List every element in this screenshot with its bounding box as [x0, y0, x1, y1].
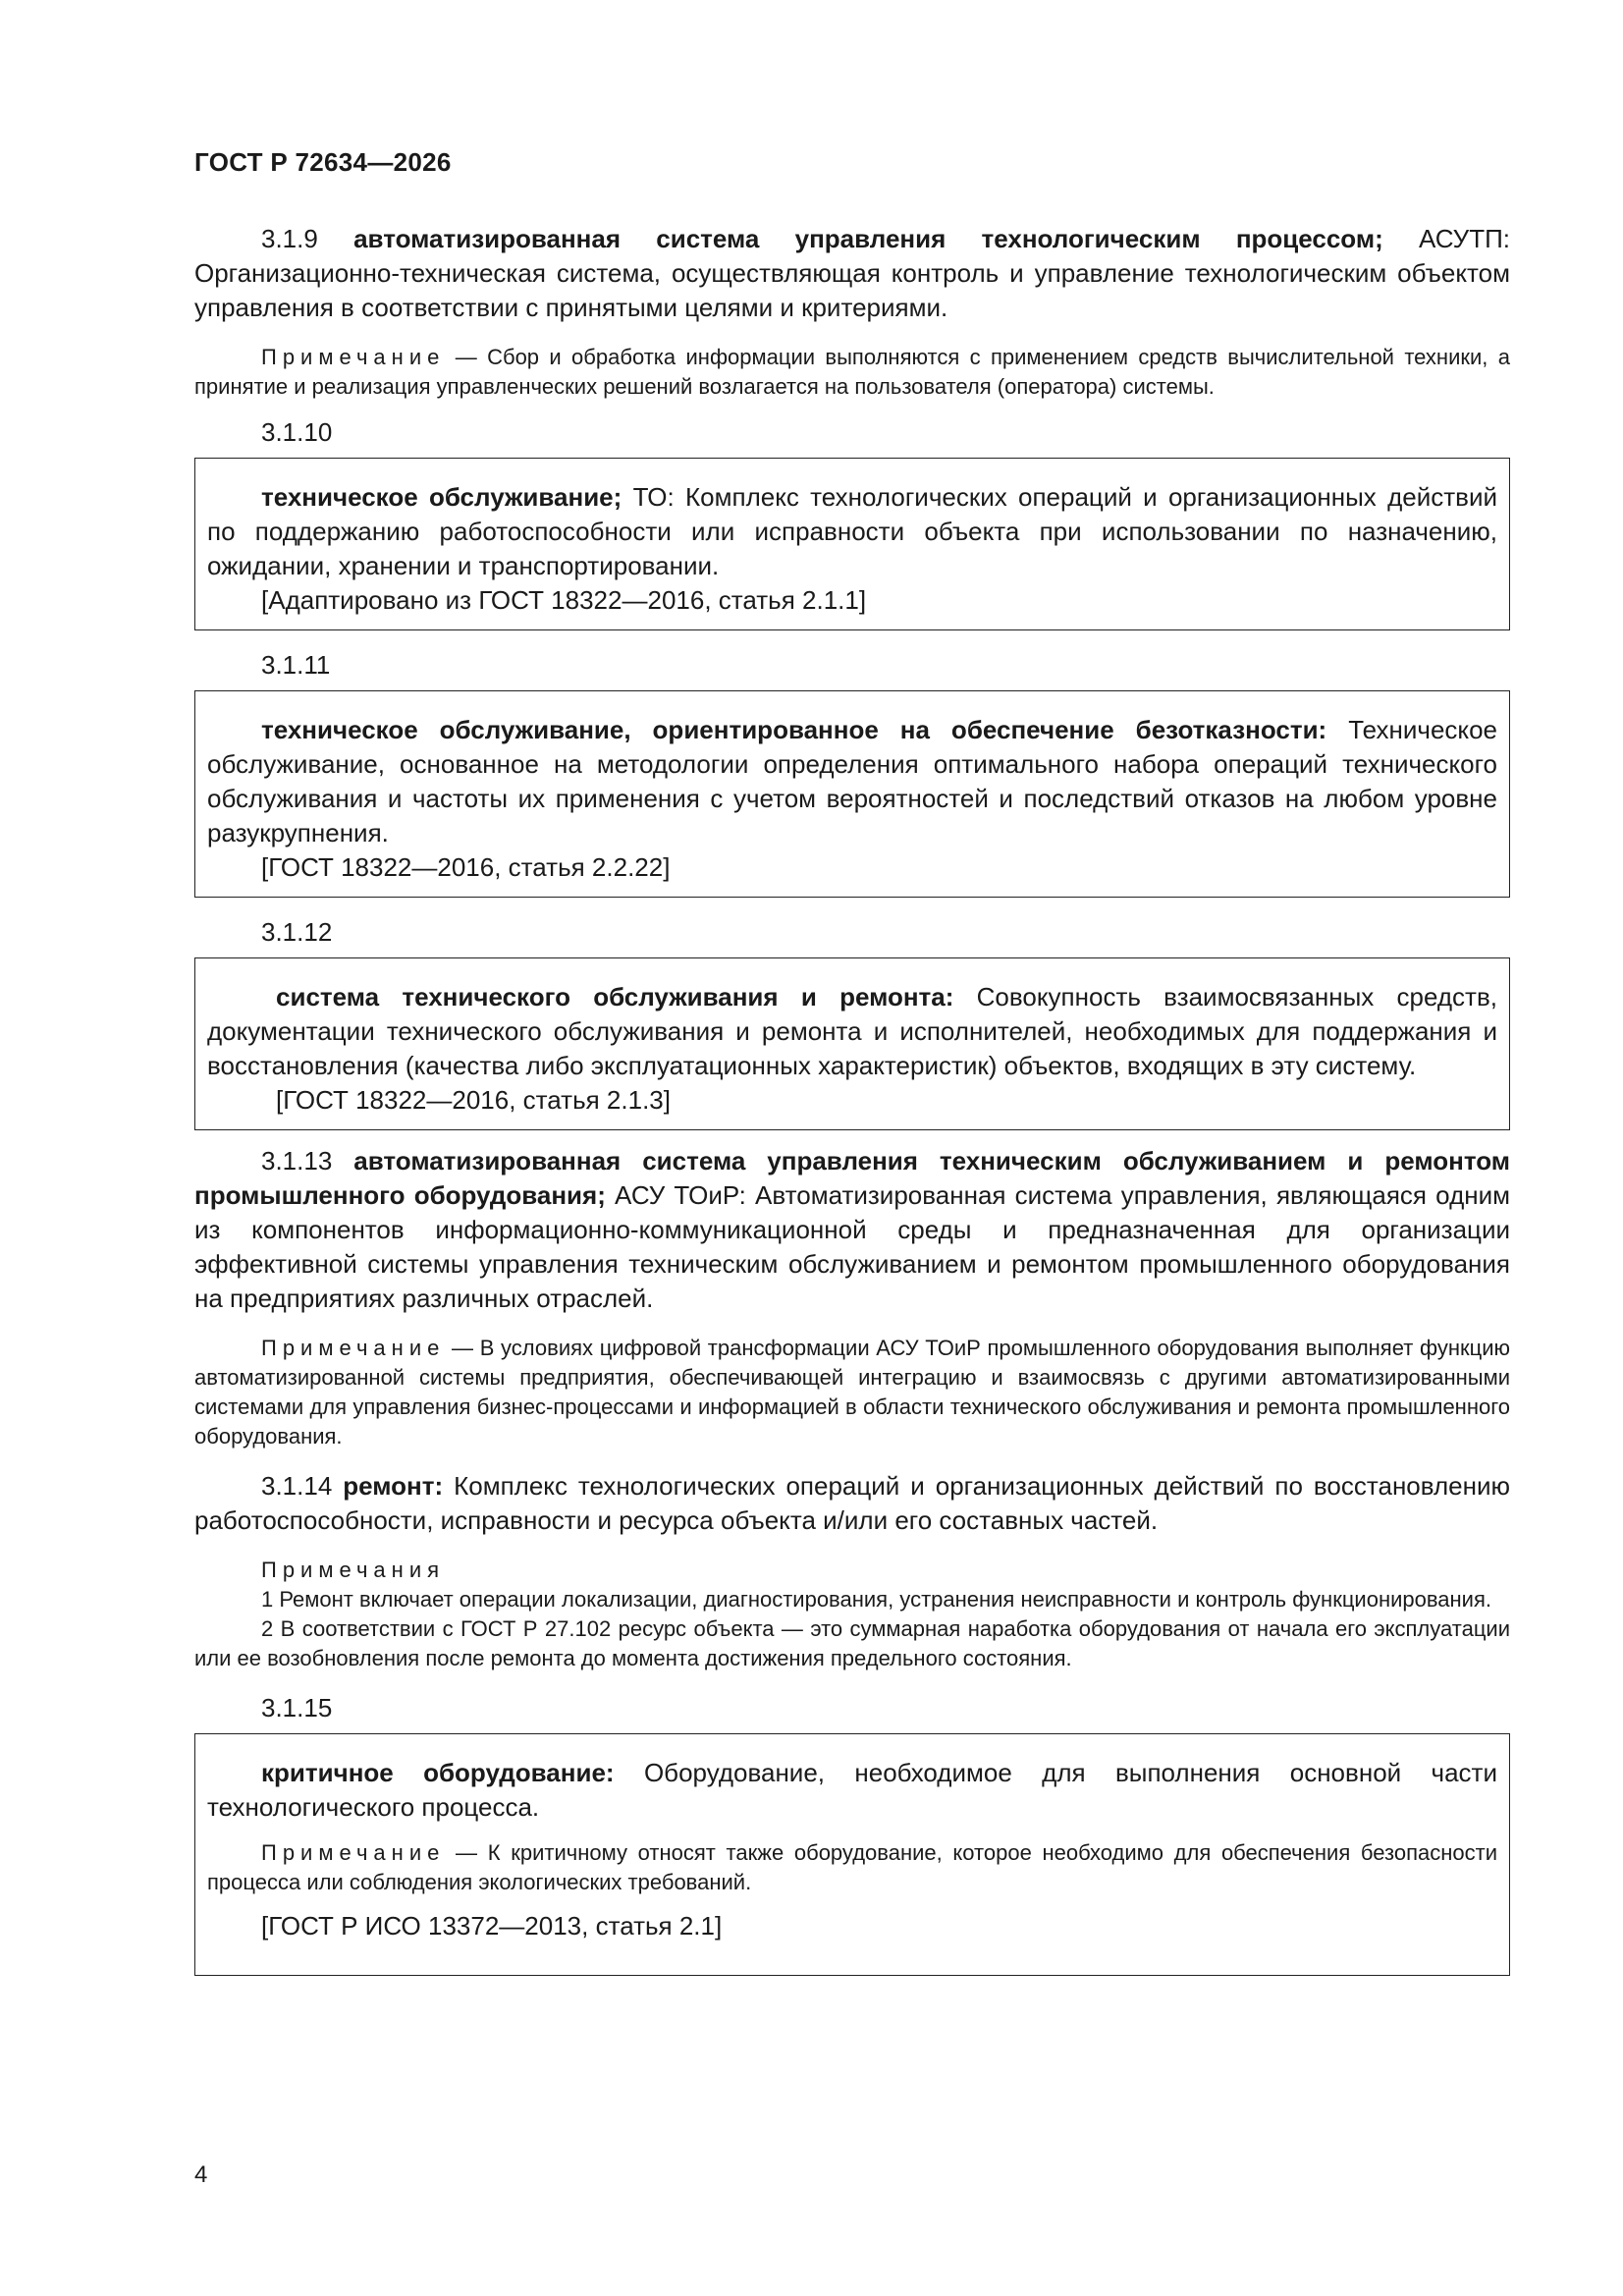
- note-label: Примечание: [261, 1840, 446, 1865]
- term-box-3-1-10: [194, 458, 1510, 630]
- note-text: — К критичному относят также оборудование, которое необходимо для обеспечения безопасности процесса или соблюдения экологических требований.: [207, 1840, 1497, 1894]
- term-number-3-1-12: 3.1.12: [261, 917, 333, 947]
- term-number: 3.1.9: [261, 224, 318, 253]
- notes-label: Примечания: [261, 1558, 446, 1582]
- term-source: [Адаптировано из ГОСТ 18322—2016, статья 2.1.1]: [261, 585, 867, 615]
- term-number: 3.1.14: [261, 1471, 333, 1501]
- note-3-1-9: [194, 343, 1510, 402]
- term-number-3-1-11: 3.1.11: [261, 650, 331, 680]
- note-label: Примечание: [261, 345, 446, 369]
- term-3-1-10: [207, 480, 1497, 583]
- term-box-3-1-12: [194, 957, 1510, 1130]
- term-name: автоматизированная система управления технологическим процессом;: [353, 224, 1383, 253]
- note-label: Примечание: [261, 1336, 446, 1360]
- term-3-1-13: [194, 1144, 1510, 1316]
- term-3-1-15: [207, 1756, 1497, 1825]
- note-text: — Сбор и обработка информации выполняются с применением средств вычислительной техники, а принятие и реализация управленческих решений возлагается на пользователя (оператора) системы.: [194, 345, 1510, 399]
- standard-header: ГОСТ Р 72634—2026: [194, 147, 452, 177]
- term-definition: Техническое обслуживание, основанное на методологии определения оптимального набора операций технического обслуживания и частоты их применения с учетом вероятностей и последствий отказов на любом уровне разукрупнения.: [207, 715, 1497, 847]
- term-box-3-1-15: [194, 1733, 1510, 1976]
- term-source: [ГОСТ 18322—2016, статья 2.2.22]: [261, 852, 671, 882]
- term-name: автоматизированная система управления техническим обслуживанием и ремонтом промышленного оборудования;: [194, 1146, 1510, 1210]
- term-number-3-1-15: 3.1.15: [261, 1693, 333, 1722]
- page-content: [194, 222, 1510, 1976]
- term-3-1-11: [207, 713, 1497, 850]
- term-definition: Комплекс технологических операций и организационных действий по восстановлению работоспособности, исправности и ресурса объекта и/или его составных частей.: [194, 1471, 1510, 1535]
- note-3-1-13: [194, 1334, 1510, 1451]
- page-number: 4: [194, 2161, 208, 2188]
- term-definition: Оборудование, необходимое для выполнения основной части технологического процесса.: [207, 1758, 1497, 1822]
- term-number: 3.1.13: [261, 1146, 333, 1175]
- term-name: критичное оборудование:: [261, 1758, 615, 1787]
- note-item-1: 1 Ремонт включает операции локализации, диагностирования, устранения неисправности и контроль функционирования.: [261, 1587, 1492, 1612]
- term-source: [ГОСТ Р ИСО 13372—2013, статья 2.1]: [261, 1911, 723, 1941]
- term-definition: АСУТП: Организационно-техническая система, осуществляющая контроль и управление технологическим объектом управления в соответствии с принятыми целями и критериями.: [194, 224, 1510, 322]
- term-box-3-1-11: [194, 690, 1510, 898]
- term-definition: АСУ ТОиР: Автоматизированная система управления, являющаяся одним из компонентов информационно-коммуникационной среды и предназначенная для организации эффективной системы управления техническим обслуживанием и ремонтом промышленного оборудования на предприятиях различных отраслей.: [194, 1180, 1510, 1313]
- note-item-2: 2 В соответствии с ГОСТ Р 27.102 ресурс объекта — это суммарная наработка оборудования от начала его эксплуатации или ее возобновления после ремонта до момента достижения предельного состояния.: [194, 1616, 1510, 1670]
- note-3-1-15: [207, 1838, 1497, 1897]
- term-name: система технического обслуживания и ремонта:: [276, 982, 954, 1011]
- note-text: — В условиях цифровой трансформации АСУ ТОиР промышленного оборудования выполняет функцию автоматизированной системы предприятия, обеспечивающей интеграцию и взаимосвязь с другими автоматизированными системами для управления бизнес-процессами и информацией в области технического обслуживания и ремонта промышленного оборудования.: [194, 1336, 1510, 1449]
- term-definition: Совокупность взаимосвязанных средств, документации технического обслуживания и ремонта и исполнителей, необходимых для поддержания и восстановления (качества либо эксплуатационных характеристик) объектов, входящих в эту систему.: [207, 982, 1498, 1080]
- term-3-1-9: [194, 222, 1510, 325]
- term-number-3-1-10: 3.1.10: [261, 417, 333, 447]
- term-name: ремонт:: [343, 1471, 444, 1501]
- term-3-1-14: [194, 1469, 1510, 1538]
- term-name: техническое обслуживание, ориентированное на обеспечение безотказности:: [261, 715, 1327, 744]
- term-3-1-12: [207, 980, 1497, 1083]
- term-name: техническое обслуживание;: [261, 482, 622, 512]
- term-source: [ГОСТ 18322—2016, статья 2.1.3]: [276, 1085, 671, 1115]
- term-definition: ТО: Комплекс технологических операций и организационных действий по поддержанию работоспособности или исправности объекта при использовании по назначению, ожидании, хранении и транспортировании.: [207, 482, 1497, 580]
